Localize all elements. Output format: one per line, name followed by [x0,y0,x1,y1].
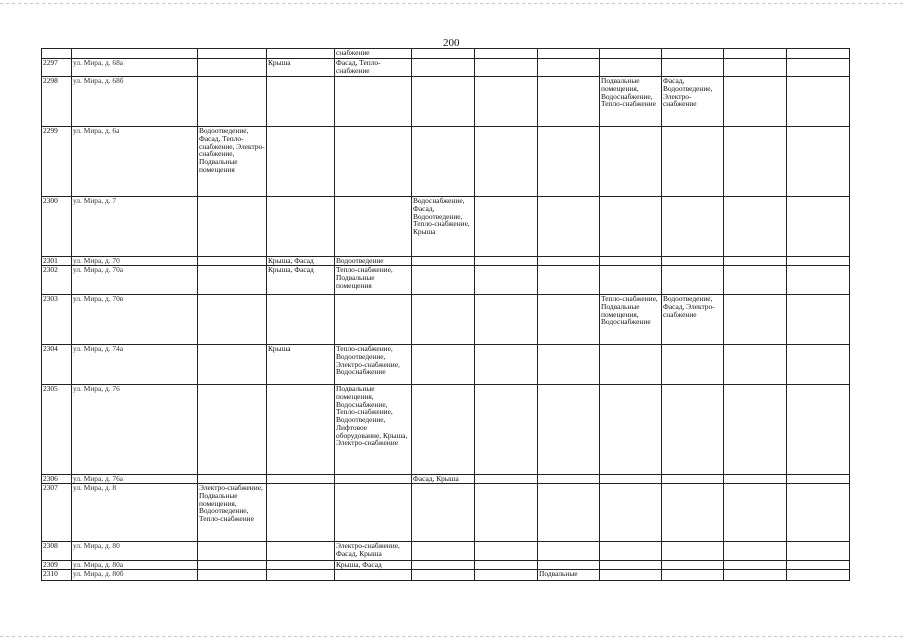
table-cell [724,77,787,127]
table-cell [600,475,662,484]
table-row [42,197,850,257]
table-cell [475,77,538,127]
table-cell [335,127,412,197]
table-cell: Крыша, Фасад [335,561,412,570]
table-cell: Подвальные помещения, Водоснабжение, Тепло-снабжение [600,77,662,127]
table-cell [198,542,267,561]
table-cell [600,197,662,257]
row-address: ул. Мира, д. 70в [72,295,198,345]
table-cell [600,345,662,385]
scan-edge-bottom [0,636,905,637]
table-cell [662,542,724,561]
table-cell [475,570,538,581]
table-cell: Электро-снабжение, Фасад, Крыша [335,542,412,561]
row-address: ул. Мира, д. 80а [72,561,198,570]
table-cell: Тепло-снабжение, Подвальные помещения [335,266,412,295]
table-cell [267,542,335,561]
table-cell [412,570,475,581]
table-row [42,257,850,266]
table-cell [412,127,475,197]
table-cell [412,484,475,542]
table-cell: Крыша, Фасад [267,257,335,266]
table-cell [538,77,600,127]
table-cell [412,257,475,266]
table-cell [787,542,850,561]
page-number: 200 [443,37,460,49]
table-cell [600,385,662,475]
table-cell [662,257,724,266]
table-cell [198,295,267,345]
table-cell [724,561,787,570]
table-cell [538,385,600,475]
table-cell [267,484,335,542]
table-cell [787,570,850,581]
row-number: 2310 [42,570,72,581]
table-cell [787,77,850,127]
table-cell [538,345,600,385]
row-address: ул. Мира, д. 70а [72,266,198,295]
row-number: 2299 [42,127,72,197]
table-cell [198,197,267,257]
row-address: ул. Мира, д. 68б [72,77,198,127]
table-cell [600,570,662,581]
table-row [42,295,850,345]
table-cell: Подвальные помещения, Водоснабжение, Тепло-снабжение, Водоотведение, Лифтовое оборудование, Крыша, Электро-снабжение [335,385,412,475]
table-cell [724,570,787,581]
table-cell [724,197,787,257]
table-cell [335,570,412,581]
row-number: 2303 [42,295,72,345]
table-cell: Фасад, Водоотведение, Электро-снабжение [662,77,724,127]
table-row [42,570,850,581]
row-number: 2307 [42,484,72,542]
table-cell [538,197,600,257]
table-cell [600,266,662,295]
table-row [42,484,850,542]
table-cell [787,295,850,345]
table-cell [662,345,724,385]
row-number: 2298 [42,77,72,127]
table-cell [600,127,662,197]
table-cell [538,266,600,295]
table-cell [538,257,600,266]
table-row [42,385,850,475]
table-cell [787,345,850,385]
table-cell [267,77,335,127]
table-cell [267,561,335,570]
row-address: ул. Мира, д. 80б [72,570,198,581]
table-cell [787,385,850,475]
row-number: 2301 [42,257,72,266]
table-cell [538,484,600,542]
table-cell [787,266,850,295]
table-row [42,59,850,77]
row-address: ул. Мира, д. 76 [72,385,198,475]
table-row [42,475,850,484]
table-cell [267,385,335,475]
scan-edge-top [0,3,905,4]
table-cell: Фасад, Тепло-снабжение [335,59,412,77]
row-number: 2302 [42,266,72,295]
table-cell [267,475,335,484]
table-cell [600,561,662,570]
table-cell [600,59,662,77]
table-cell: Подвальные [538,570,600,581]
table-cell [198,266,267,295]
table-cell [198,345,267,385]
table-cell [412,561,475,570]
table-cell [412,59,475,77]
row-address: ул. Мира, д. 6а [72,127,198,197]
table-cell [724,59,787,77]
table-cell [538,475,600,484]
table-cell [475,542,538,561]
row-number: 2308 [42,542,72,561]
table-row [42,345,850,385]
table-cell: снабжение [335,49,412,59]
table-cell [787,257,850,266]
table-cell [787,197,850,257]
table-cell [600,484,662,542]
table-cell [538,127,600,197]
table-cell [787,484,850,542]
table-cell [600,257,662,266]
table-cell [724,542,787,561]
table-cell [198,561,267,570]
row-address: ул. Мира, д. 76а [72,475,198,484]
works-schedule-table [41,48,850,581]
table-row [42,77,850,127]
table-cell [412,542,475,561]
table-cell: Водоотведение, Фасад, Электро-снабжение [662,295,724,345]
table-cell [787,475,850,484]
table-cell [475,385,538,475]
table-row [42,561,850,570]
table-cell [724,266,787,295]
table-row [42,542,850,561]
table-cell [475,257,538,266]
row-address: ул. Мира, д. 74а [72,345,198,385]
table-cell [198,257,267,266]
table-cell [335,475,412,484]
table-cell [412,295,475,345]
table-cell [198,59,267,77]
table-cell [662,475,724,484]
table-cell [724,257,787,266]
table-cell [412,77,475,127]
table-cell [335,295,412,345]
table-cell [475,345,538,385]
table-cell [267,570,335,581]
table-cell [600,542,662,561]
table-cell [724,127,787,197]
table-cell [538,295,600,345]
table-cell [724,385,787,475]
table-cell [787,561,850,570]
row-address: ул. Мира, д. 70 [72,257,198,266]
table-cell [475,484,538,542]
table-cell [198,77,267,127]
table-cell [198,385,267,475]
table-cell: Водоснабжение, Фасад, Водоотведение, Тепло-снабжение, Крыша [412,197,475,257]
row-address: ул. Мира, д. 68а [72,59,198,77]
row-number: 2305 [42,385,72,475]
row-number: 2304 [42,345,72,385]
table-cell [475,127,538,197]
table-cell: Тепло-снабжение, Водоотведение, Электро-снабжение, Водоснабжение [335,345,412,385]
table-cell [724,295,787,345]
table-cell [538,542,600,561]
table-cell: Водоотведение, Фасад, Тепло-снабжение, Электро-снабжение, Подвальные помещения [198,127,267,197]
table-cell [662,484,724,542]
table-cell [724,484,787,542]
table-cell: Крыша [267,59,335,77]
table-cell [335,484,412,542]
table-cell [724,475,787,484]
table-cell: Фасад, Крыша [412,475,475,484]
table-cell: Электро-снабжение, Подвальные помещения, Водоотведение, Тепло-снабжение [198,484,267,542]
row-address: ул. Мира, д. 7 [72,197,198,257]
row-number: 2297 [42,59,72,77]
table-cell [662,570,724,581]
table-row-continued [42,49,850,59]
row-number: 2309 [42,561,72,570]
table-cell [662,385,724,475]
table-row [42,266,850,295]
table-cell [267,295,335,345]
table-cell [475,197,538,257]
table-cell [662,561,724,570]
table-cell [475,59,538,77]
table-cell [335,197,412,257]
table-cell [662,59,724,77]
table-cell [787,59,850,77]
table-cell [538,59,600,77]
table-cell [412,266,475,295]
row-number: 2306 [42,475,72,484]
row-address: ул. Мира, д. 8 [72,484,198,542]
table-cell [335,77,412,127]
table-row [42,127,850,197]
table-cell [662,127,724,197]
table-cell [198,570,267,581]
table-cell [198,475,267,484]
table-cell [412,385,475,475]
table-cell [475,295,538,345]
table-cell: Водоотведение [335,257,412,266]
table-cell: Крыша, Фасад [267,266,335,295]
table-cell [267,197,335,257]
row-address: ул. Мира, д. 80 [72,542,198,561]
table-cell [475,475,538,484]
table-cell [475,266,538,295]
table-cell [412,345,475,385]
table-cell [662,197,724,257]
table-cell [267,127,335,197]
table-cell [475,561,538,570]
table-cell [662,266,724,295]
table-cell [538,561,600,570]
table-cell: Крыша [267,345,335,385]
table-cell: Тепло-снабжение, Подвальные помещения, Водоснабжение [600,295,662,345]
table-cell [787,127,850,197]
row-number: 2300 [42,197,72,257]
table-cell [724,345,787,385]
